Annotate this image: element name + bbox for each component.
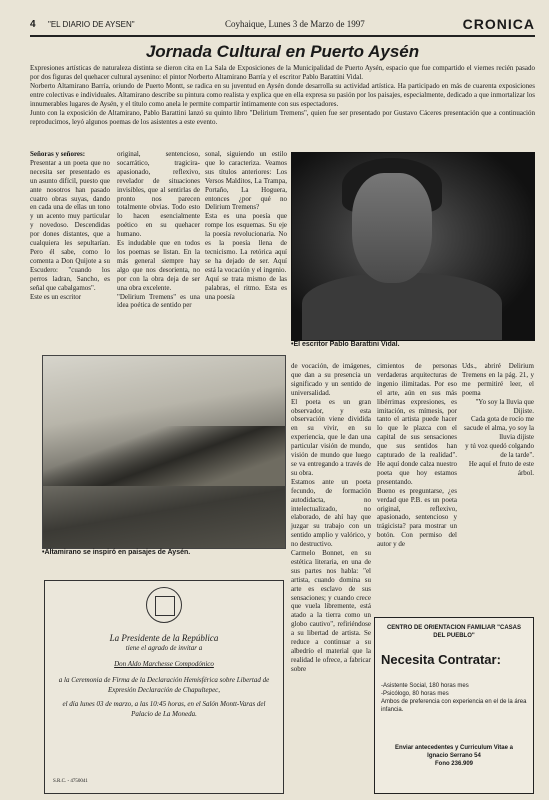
closing-line: He aquí el fruto de este árbol. [468,459,534,477]
article-lead [30,64,535,127]
salutation: Señoras y señores: [30,150,86,158]
poem-line: y tú voz quedó colgando de la tarde". [465,442,534,460]
dateline: Coyhaique, Lunes 3 de Marzo de 1997 [225,19,365,29]
portrait-caption: •El escritor Pablo Barattini Vidal. [291,341,400,348]
column-paragraph: sonal, siguiendo un estilo que lo caracteriza. Veamos sus títulos anteriores: Los Versos Malditos, La Trampa, Portaño, La Hoguera, entonces ¿por qué no Delirium Tremens? [205,150,287,212]
invitation-line: a la Ceremonia de Firma de la Declaración Hemisférica sobre Libertad de Expresión Declaración de Chapultepec, [58,676,270,694]
page-header [30,16,535,34]
job-classified-ad [374,617,534,794]
invitation-line: tiene el agrado de invitar a [125,644,203,652]
article-column-3 [205,150,287,301]
ad-footer [381,744,527,768]
article-column-6 [462,362,534,478]
column-paragraph: "Delirium Tremens" es una idea poética de sentido per [117,292,200,310]
column-paragraph: de vocación, de imágenes, que dan a su presencia un significado y un sentido de universalidad. [291,362,371,397]
lead-paragraph: Norberto Altamirano Barría, oriundo de Puerto Montt, se radica en su juventud en Aysén donde desarrolla su actividad artística. Ha participado en más de cuarenta exposiciones entre colectivas e individuales. Altamirano describe su pintura como realista y explica que en ella expresa su pasión por los paisajes, especialmente, dedicado a que inmortalizar los innumerables lugares de Aysén, y el título como anela le permite compartir íntimamente con sus espectadores. [30,82,535,108]
coat-of-arms-icon [146,587,182,623]
ad-position: -Psicólogo, 80 horas mes [381,691,449,697]
presidential-invitation [44,580,284,794]
column-paragraph: Uds., abriré Delirium Tremens en la pág. 21, y me permitiré leer, el poema [462,362,534,397]
column-paragraph: El poeta es un gran observador, y esta observación viene dividida en su vivir, en su experiencia, que le dan una particular visión de mundo, visión de mundo que luego se va entregando a través de su obra. [291,397,371,477]
article-column-4 [291,362,371,674]
ad-headline: Necesita Contratar: [381,652,501,667]
header-rule [30,35,535,37]
ad-footer-line: Ignacio Serrano 54 [427,753,481,759]
column-paragraph: cimientos de personas verdaderas arquitecturas de ingenio ilimitadas. Por eso el arte, aún en sus más libérrimas expresiones, es imitación, es mímesis, por tanto el artista puede hacer lo que le plazca con el capital de sus sensaciones que sus sentidos han capturado de la realidad". He aquí donde calza nuestro poeta que hoy estamos presentando. [377,362,457,486]
lead-paragraph: Junto con la exposición de Altamirano, Pablo Barattini lanzó su quinto libro "Delirium Tremens", quien fue ser presentado por Gustavo Cáceres presentación que a continuación reproducimos, leyó algunos poemas de los asistentes a este evento. [30,109,535,126]
column-paragraph: Aquí se trata mismo de las palabras, el ritmo. Esta es una poesía [205,274,287,301]
article-headline: Jornada Cultural en Puerto Aysén [145,42,420,61]
landscape-photo [42,355,286,549]
poem-line: "Yo soy la lluvia que Dijiste. [475,397,534,415]
ad-footer-line: Enviar antecedentes y Curriculum Vitae a [395,745,513,751]
column-paragraph: Presentar a un poeta que no necesita ser presentado es un asunto difícil, puesto que ante nosotros han pasado cuatro obras suyas, dando en cada una de ellas un tono y un acento muy particular y novedoso. Descendidas por dones distantes, que a cualquiera les sepultarían. Pero él sabe, como lo comenta a Don Quijote a su Escudero: "cuando los perros ladran, Sancho, es señal que cabalgamos". [30,158,110,292]
invitation-line: La Presidente de la República [109,633,219,643]
invitation-text [55,633,273,719]
column-paragraph: original, sentencioso, socarrático, tragiciraapasionado, reflexivo, revelador de situaciones invisibles, que al sentirlas de pronto nos parecen totalmente obvias. Todo esto lo hacen esencialmente poético en su quehacer humano. [117,150,200,239]
landscape-ridge-shape [43,426,285,486]
column-paragraph: Carmelo Bonnet, en su estética literaria, en una de sus partes nos habla: "el artista, cuando domina su arte es esclavo de sus sensaciones; y cuando crece que vuela libremente, está atado a la tierra como un globo cautivo", refiriéndose a su libertad de artista. Se reduce a continuar a su albedrío el material que la realidad le ofrece, a fabricar sobre [291,549,371,673]
article-column-1 [30,150,110,301]
ad-positions [381,682,527,714]
column-paragraph: Es indudable que en todos los poemas se listan. En la más general siempre hay algo que nos desorienta, no por con la obra deja de ser una obra excelente. [117,239,200,292]
ad-organization: CENTRO DE ORIENTACION FAMILIAR "CASAS DEL PUEBLO" [386,625,522,639]
writer-portrait-photo [291,152,535,341]
poem-line: Cada gota de rocío me sacude el alma, yo soy la lluvia dijiste [464,415,534,442]
lead-paragraph: Expresiones artísticas de naturaleza distinta se dieron cita en La Sala de Exposiciones de la Municipalidad de Puerto Aysén, espacio que fue compartido el viernes recién pasado por dos figuras del quehacer cultural aysenino: el pintor Norberto Altamirano Barría y el escritor Pablo Barattini Vidal. [30,64,535,81]
page-number: 4 [30,19,36,30]
ad-footer-line: Fono 236.909 [434,761,473,767]
invitation-line: el día lunes 03 de marzo, a las 10:45 horas, en el Salón Montt-Varas del Palacio de La Moneda. [62,700,266,718]
column-paragraph: Bueno es preguntarse, ¿es verdad que P.B. es un poeta original, reflexivo, apasionado, sentencioso y trágicista? para mostrar un botón. Con permiso del autor y de [377,486,457,549]
ad-position: Ambos de preferencia con experiencia en el de la área infancia. [381,699,527,713]
portrait-face-shape [352,173,432,283]
newspaper-name: "EL DIARIO DE AYSEN" [48,20,135,29]
ad-position: -Asistente Social, 180 horas mes [381,683,469,689]
column-paragraph: Este es un escritor [30,292,82,301]
article-column-2 [117,150,200,310]
column-paragraph: Estamos ante un poeta fecundo, de formación autodidacta, no intelectualizado, no elaborado, de ahí hay que juzgar su trabajo con un sentido amplio y valórico, y no destructivo. [291,477,371,549]
invitation-ref: S.R.C. - 4750041 [53,779,88,784]
invitation-line: Don Aldo Marchesse Compodónico [114,660,214,668]
portrait-body-shape [302,273,502,340]
section-title: CRONICA [462,16,535,32]
column-paragraph: Esta es una poesía que rompe los esquemas. Su eje la poesía revolucionaria. No es la poesía llena de tecnicismo. La retórica aquí se ha dejado de ser. Aquí está la vocación y el ingenio. [205,212,287,274]
landscape-caption: •Altamirano se inspiró en paisajes de Aysén. [42,549,191,556]
article-column-5 [377,362,457,549]
